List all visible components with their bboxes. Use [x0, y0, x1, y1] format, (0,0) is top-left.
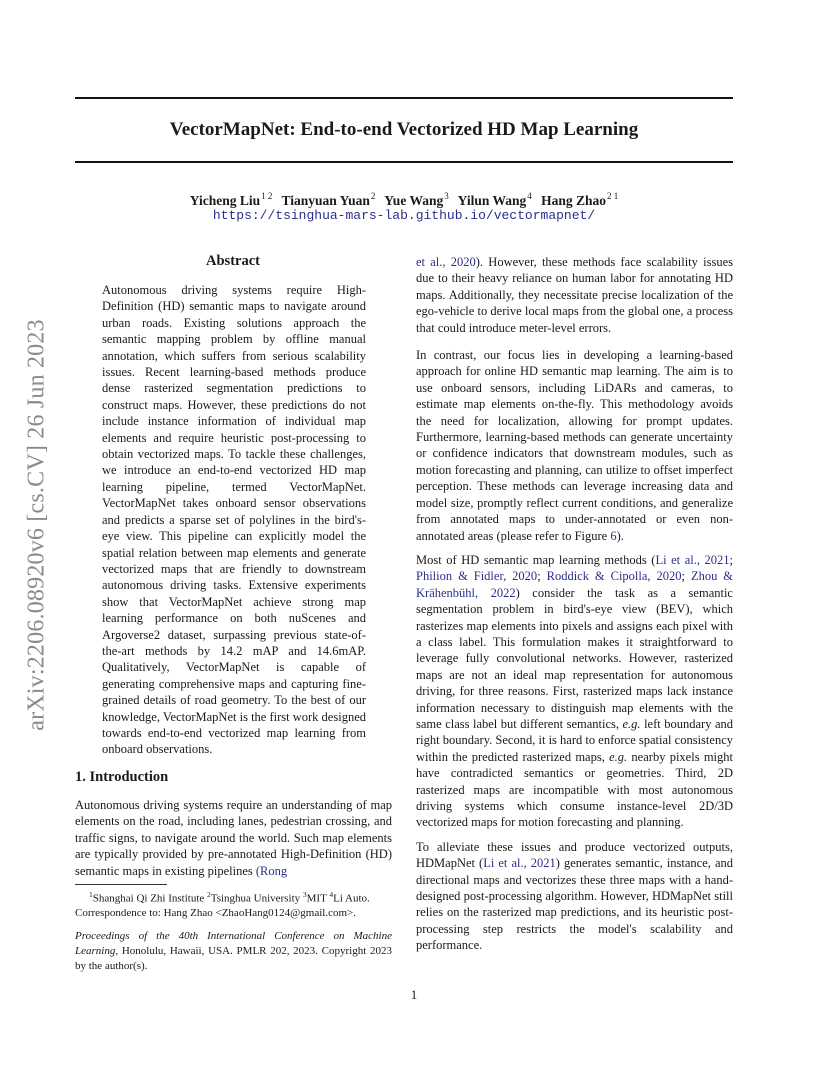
author-name: Yilun Wang$^4$: [457, 191, 532, 208]
author-name: Yue Wang$^3$: [384, 191, 449, 208]
right-column: [416, 254, 733, 962]
abstract-text: Autonomous driving systems require High-Definition (HD) semantic maps to navigate around urban roads. Existing solutions approach the semantic mapping problem by offline manual annotation, which suffers from serious scalability issues. Recent learning-based methods produce dense rasterized segmentation predictions to construct maps. However, these predictions do not include instance information of individual map elements and require heuristic post-processing to obtain vectorized maps. To tackle these challenges, we introduce an end-to-end vectorized HD map learning pipeline, termed VectorMapNet. VectorMapNet takes onboard sensor observations and predicts a sparse set of polylines in the bird's-eye view. This pipeline can explicitly model the spatial relation between map elements and generate vectorized maps that are friendly to downstream autonomous driving tasks. Extensive experiments show that VectorMapNet achieve strong map learning performance on both nuScenes and Argoverse2 dataset, surpassing previous state-of-the-art methods by 14.2 mAP and 14.6mAP. Qualitatively, VectorMapNet is capable of generating comprehensive maps and capturing fine-grained details of road geometry. To the best of our knowledge, VectorMapNet is the first work designed towards end-to-end vectorized map learning from onboard observations.: [102, 283, 366, 757]
introduction-heading: 1. Introduction: [75, 769, 169, 785]
citation-link[interactable]: Philion & Fidler, 2020: [416, 569, 538, 584]
abstract-heading: Abstract: [206, 253, 260, 269]
footnote-rule: [75, 884, 167, 885]
citation-link[interactable]: Li et al., 2021: [483, 856, 556, 871]
introduction-paragraph: In contrast, our focus lies in developing a learning-based approach for online HD semantic map learning. The aim is to use onboard sensors, including LiDARs and cameras, to estimate map elements on-the-fly. This methodology avoids the need for localization, allowing for prompt updates. Furthermore, learning-based methods can generate uncertainty or confidence indicators that downstream modules, such as motion forecasting and planning, can utilize to offset imperfect perception. These methods can leverage increasing data and model size, promptly reflect current conditions, and generalize from annotated maps to under-annotated or even non-annotated areas (please refer to Figure 6).: [416, 348, 733, 543]
author-name: Tianyuan Yuan$^2$: [281, 191, 376, 208]
introduction-paragraph: Autonomous driving systems require an understanding of map elements on the road, including lanes, pedestrian crossing, and traffic signs, to navigate around the world. Such map elements are typically provided by pre-annotated High-Definition (HD) semantic maps in existing pipelines (Rong: [75, 798, 392, 878]
introduction-paragraph: To alleviate these issues and produce vectorized outputs, HDMapNet (Li et al., 2021) generates semantic, instance, and directional maps and vectorizes these three maps with a hand-designed post-processing algorithm. However, HDMapNet still relies on the rasterized map predictions, and its heuristic post-processing step restricts the model's scalability and performance.: [416, 839, 733, 953]
introduction-paragraph: et al., 2020). However, these methods face scalability issues due to their heavy reliance on human labor for annotating HD maps. Additionally, they necessitate precise localization of the ego-vehicle to derive local maps from the global one, a process that could introduce meter-level errors.: [416, 255, 733, 335]
author-name: Hang Zhao$^{2 1}$: [541, 191, 619, 208]
citation-link[interactable]: (Rong: [255, 863, 288, 878]
introduction-paragraph: Most of HD semantic map learning methods (Li et al., 2021; Philion & Fidler, 2020; Roddick & Cipolla, 2020; Zhou & Krähenbühl, 2022) consider the task as a semantic segmentation problem in bird's-eye view (BEV), which rasterizes map elements into pixels and assigns each pixel with a class label. This formulation makes it straightforward to leverage fully convolutional networks. However, rasterized maps are not an ideal map representation for autonomous driving, for three reasons. First, rasterized maps lack instance information necessary to distinguish map elements with the same class label but different semantics, e.g. left boundary and right boundary. Second, it is hard to enforce spatial consistency within the predicted rasterized maps, e.g. nearby pixels might have contradicted semantics or geometries. Third, 2D rasterized maps are incompatible with most autonomous driving systems which consume instance-level 2D/3D vectorized maps for motion forecasting and planning.: [416, 552, 734, 830]
arxiv-stamp: arXiv:2206.08920v6 [cs.CV] 26 Jun 2023: [23, 319, 50, 731]
author-name: Yicheng Liu$^{1 2}$: [189, 191, 273, 208]
paper-title: VectorMapNet: End-to-end Vectorized HD Map Learning: [169, 119, 639, 140]
title-bottom-rule: [75, 161, 733, 163]
figure-link[interactable]: 6: [610, 528, 617, 543]
page-number: 1: [410, 987, 418, 1002]
citation-link[interactable]: Li et al., 2021: [655, 552, 730, 567]
proceedings-note: Proceedings of the 40th International Conference on Machine Learning, Honolulu, Hawaii, USA. PMLR 202, 2023. Copyright 2023 by the author(s).: [75, 930, 392, 972]
citation-link[interactable]: et al., 2020: [416, 255, 476, 269]
citation-link[interactable]: Roddick & Cipolla, 2020: [546, 569, 682, 584]
affiliation-footnote: $^1$Shanghai Qi Zhi Institute $^2$Tsinghua University $^3$MIT $^4$Li Auto. Correspondence to: Hang Zhao <ZhaoHang0124@gmail.com>.: [75, 890, 370, 920]
author-list: [75, 191, 733, 209]
title-top-rule: [75, 97, 733, 99]
project-url-link[interactable]: https://tsinghua-mars-lab.github.io/vectormapnet/: [212, 208, 596, 223]
citation-link[interactable]: Zhou & Krähenbühl, 2022: [416, 569, 733, 600]
